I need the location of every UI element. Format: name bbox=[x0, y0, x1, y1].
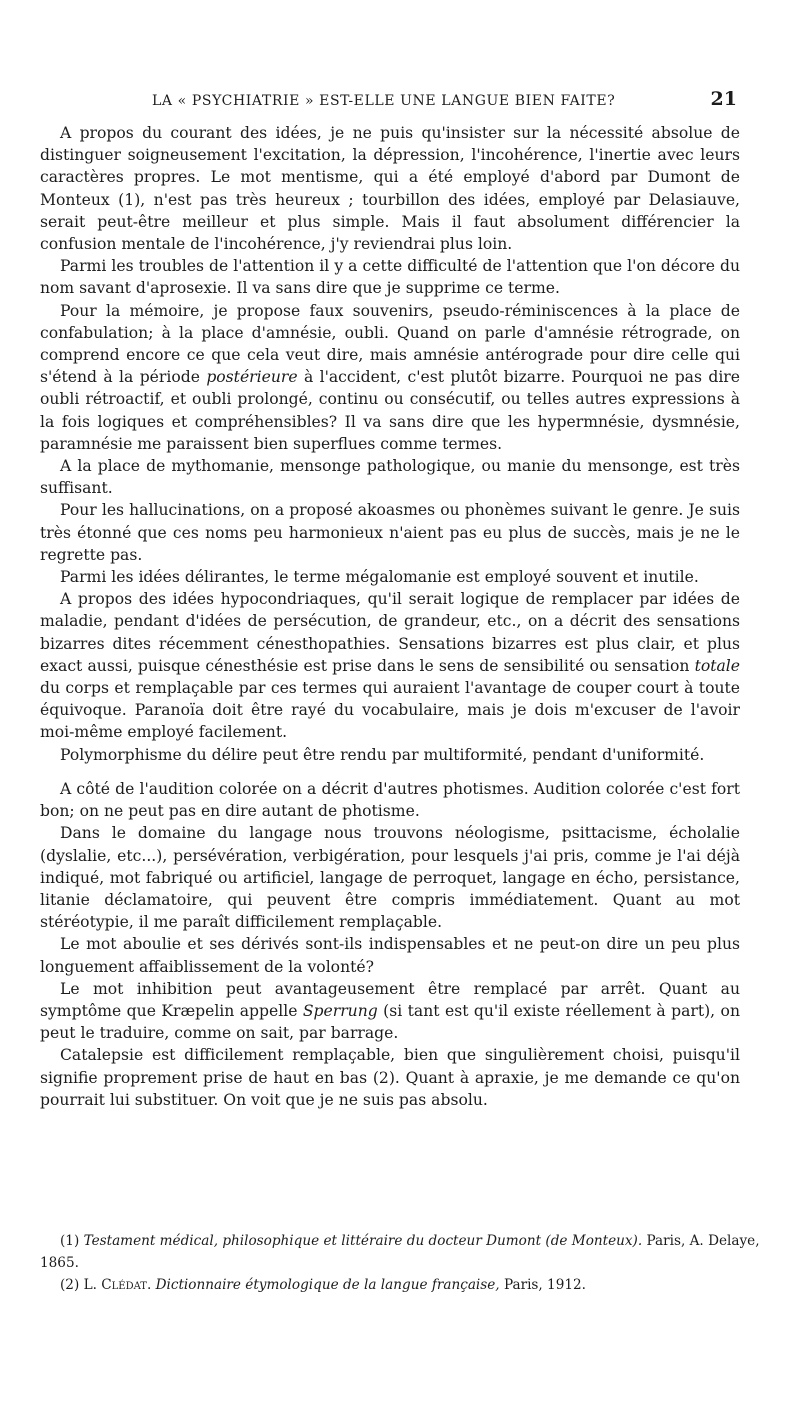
footnote-title: Dictionnaire étymologique de la langue française, bbox=[151, 1277, 500, 1293]
footnote-title: Testament médical, philosophique et littéraire du docteur Dumont (de Monteux). bbox=[83, 1233, 643, 1249]
paragraph-polymorphism: Polymorphisme du délire peut être rendu par multiformité, pendant d'uniformité. bbox=[60, 745, 705, 764]
text-run: Pour la mémoire, je propose faux souvenirs, pseudo-réminiscences à la place de confabulation; à la place d'amnésie, oubli. Quand on parle d'amnésie rétrograde, on comprend encore ce que cela veut dire, mais amnésie antérograde pour dire celle qui s'étend à la période bbox=[40, 301, 740, 387]
paragraph-hallucinations: Pour les hallucinations, on a proposé akoasmes ou phonèmes suivant le genre. Je suis très étonné que ces noms peu harmonieux n'aient pas eu plus de succès, mais je ne le regrette pas. bbox=[40, 501, 740, 564]
footnote-1 bbox=[40, 1230, 765, 1274]
paragraph-hypochondria bbox=[40, 588, 740, 743]
paragraph-language: Dans le domaine du langage nous trouvons néologisme, psittacisme, écholalie (dyslalie, etc...), persévération, verbigération, pour lesquels j'ai pris, comme je l'ai déjà indiqué, mot fabriqué ou artificiel, langage de perroquet, langage en écho, persistance, litanie déclamatoire, qui peuvent être compris immédiatement. Quant au mot stéréotypie, il me paraît difficilement remplaçable. bbox=[40, 824, 740, 932]
footnote-author: L. Clédat. bbox=[83, 1277, 152, 1293]
paragraph-catalepsy: Catalepsie est difficilement remplaçable, bien que singulièrement choisi, puisqu'il signifie proprement prise de haut en bas (2). Quant à apraxie, je me demande ce qu'on pourrait lui substituer. On voit que je ne suis pas absolu. bbox=[40, 1046, 740, 1109]
footnote-publisher: Paris, 1912. bbox=[499, 1277, 586, 1293]
footnote-marker: (1) bbox=[60, 1233, 84, 1249]
paragraph-mythomania: A la place de mythomanie, mensonge pathologique, ou manie du mensonge, est très suffisant. bbox=[40, 457, 740, 498]
page-number: 21 bbox=[710, 88, 737, 110]
text-run: A propos des idées hypocondriaques, qu'il serait logique de remplacer par idées de maladie, pendant d'idées de persécution, de grandeur, etc., on a décrit des sensations bizarres dites récemment cénesthopathies. Sensations bizarres est plus clair, et plus exact aussi, puisque cénesthésie est prise dans le sens de sensibilité ou sensation bbox=[40, 590, 740, 675]
emphasis-text: postérieure bbox=[206, 368, 298, 387]
text-run: du corps et remplaçable par ces termes qui auraient l'avantage de couper court à toute équivoque. Paranoïa doit être rayé du vocabulaire, mais je dois m'excuser de l'avoir moi-même employé facilement. bbox=[40, 679, 740, 742]
paragraph-delusional-ideas: Parmi les idées délirantes, le terme mégalomanie est employé souvent et inutile. bbox=[60, 568, 699, 587]
paragraph-memory bbox=[40, 300, 740, 455]
footnotes bbox=[40, 1230, 765, 1296]
paragraph-attention: Parmi les troubles de l'attention il y a cette difficulté de l'attention que l'on décore du nom savant d'aprosexie. Il va sans dire que je supprime ce terme. bbox=[40, 257, 740, 298]
emphasis-text: totale bbox=[694, 656, 740, 675]
paragraph-idea-flow: A propos du courant des idées, je ne puis qu'insister sur la nécessité absolue de distinguer soigneusement l'excitation, la dépression, l'incohérence, l'inertie avec leurs caractères propres. Le mot mentisme, qui a été employé d'abord par Dumont de Monteux (1), n'est pas très heureux ; tourbillon des idées, employé par Delasiauve, serait peut-être meilleur et plus simple. Mais il faut absolument différencier la confusion mentale de l'incohérence, j'y reviendrai plus loin. bbox=[40, 124, 740, 254]
footnote-marker: (2) bbox=[60, 1277, 84, 1293]
paragraph-aboulia: Le mot aboulie et ses dérivés sont-ils indispensables et ne peut-on dire un peu plus longuement affaiblissement de la volonté? bbox=[40, 935, 740, 976]
text-run: Le mot inhibition peut avantageusement être remplacé par arrêt. Quant au symptôme que Kræpelin appelle bbox=[40, 979, 740, 1020]
footnote-2 bbox=[40, 1274, 765, 1296]
running-head bbox=[152, 88, 737, 110]
paragraph-inhibition bbox=[40, 978, 740, 1045]
emphasis-text: Sperrung bbox=[302, 1001, 378, 1020]
body-text bbox=[40, 122, 740, 1111]
footnote-publisher: Paris, A. Delaye, 1865. bbox=[40, 1233, 760, 1271]
paragraph-colored-audition: A côté de l'audition colorée on a décrit d'autres photismes. Audition colorée c'est fort bon; on ne peut pas en dire autant de photisme. bbox=[40, 779, 740, 821]
text-run: (si tant est qu'il existe réellement à part), on peut le traduire, comme on sait, par barrage. bbox=[40, 1001, 740, 1043]
running-title: LA « PSYCHIATRIE » EST-ELLE UNE LANGUE BIEN FAITE? bbox=[152, 93, 616, 109]
text-run: à l'accident, c'est plutôt bizarre. Pourquoi ne pas dire oubli rétroactif, et oubli prolongé, continu ou consécutif, ou telles autres expressions à la fois logiques et compréhensibles? Il va sans dire que les hypermnésie, dysmnésie, paramnésie me paraissent bien superflues comme termes. bbox=[40, 368, 740, 453]
